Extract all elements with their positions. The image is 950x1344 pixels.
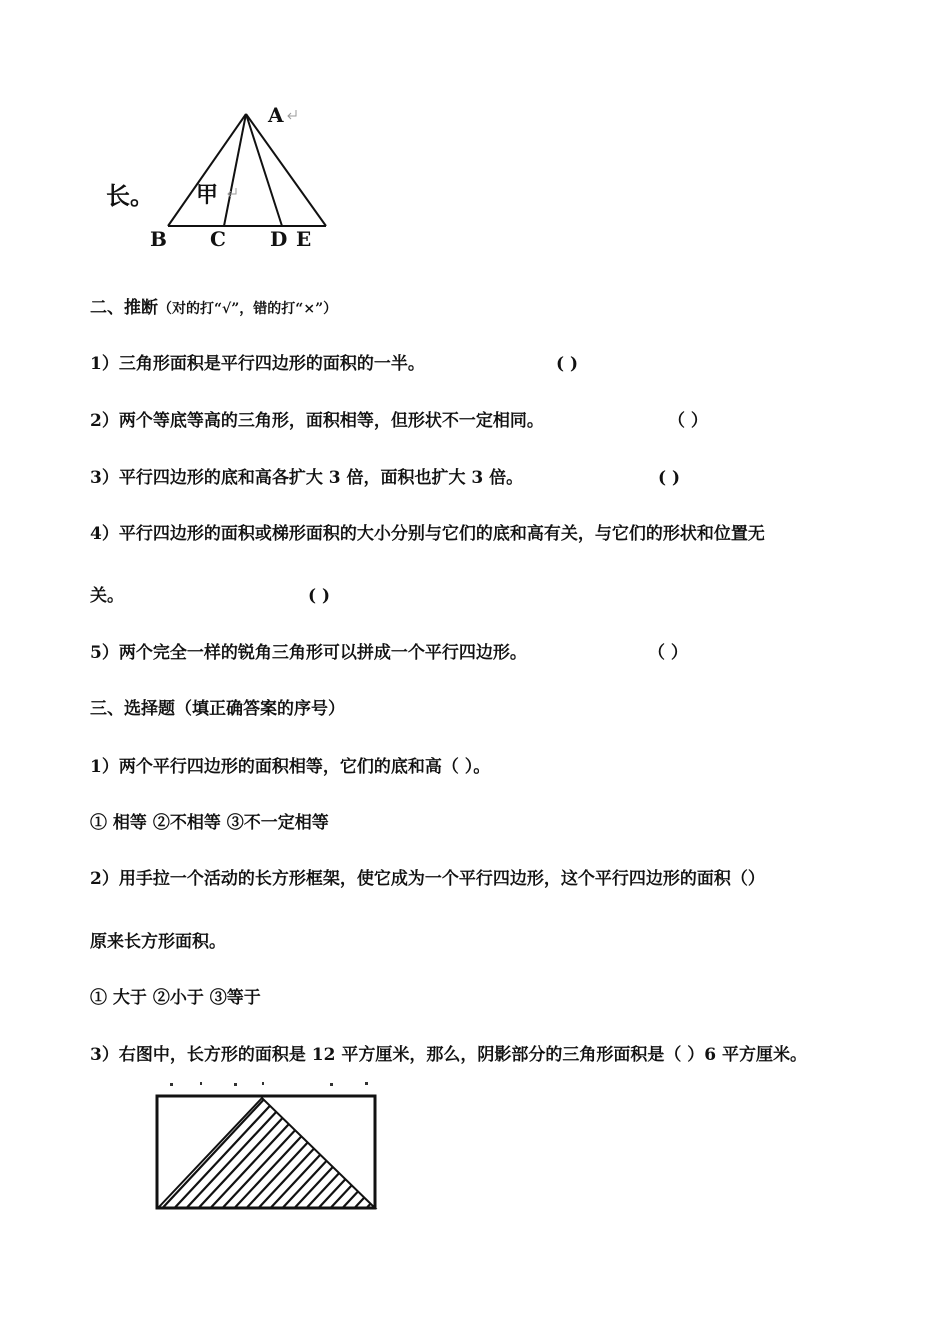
judge-item-2 <box>90 409 708 433</box>
label-b: B <box>150 227 167 251</box>
judge-item-4-continuation <box>90 584 331 608</box>
section3-heading: 三、选择题（填正确答案的序号） <box>90 699 345 719</box>
item-text: 1）三角形面积是平行四边形的面积的一半。 <box>90 354 425 374</box>
heading-text: 二、推断 <box>90 298 158 318</box>
choice-q1: 1）两个平行四边形的面积相等，它们的底和高（ ）。 <box>90 757 491 777</box>
item-text: 2）两个等底等高的三角形，面积相等，但形状不一定相同。 <box>90 411 544 431</box>
choice-q3: 3）右图中，长方形的面积是 12 平方厘米，那么，阴影部分的三角形面积是（ ）6 平方厘米。 <box>90 1045 807 1065</box>
triangle-figure <box>100 100 340 260</box>
top-dots <box>170 1082 368 1086</box>
answer-blank[interactable]: ( ) <box>658 468 681 488</box>
section2-heading <box>90 296 337 321</box>
item-text: 3）平行四边形的底和高各扩大 3 倍，面积也扩大 3 倍。 <box>90 468 524 488</box>
heading-note: （对的打“√”，错的打“×”） <box>158 301 338 317</box>
choice-q1-options: ① 相等 ②不相等 ③不一定相等 <box>90 813 329 833</box>
item-continuation: 关。 <box>90 586 124 606</box>
label-jia: 甲 <box>196 182 219 208</box>
label-d: D <box>270 227 288 251</box>
label-a: A <box>268 103 284 127</box>
text-fragment: 长。 <box>106 181 154 210</box>
answer-blank[interactable]: ( ) <box>556 354 579 374</box>
segment-ad <box>246 114 282 226</box>
side-ae <box>246 114 326 226</box>
choice-q2-options: ① 大于 ②小于 ③等于 <box>90 988 261 1008</box>
item-text: 5）两个完全一样的锐角三角形可以拼成一个平行四边形。 <box>90 643 527 663</box>
label-e: E <box>296 227 312 251</box>
answer-blank[interactable]: （ ） <box>668 411 708 431</box>
judge-item-5 <box>90 641 688 665</box>
judge-item-1 <box>90 352 579 376</box>
judge-item-4 <box>90 522 765 546</box>
judge-item-3 <box>90 466 681 490</box>
item-text: 4）平行四边形的面积或梯形面积的大小分别与它们的底和高有关，与它们的形状和位置无 <box>90 524 765 544</box>
answer-blank[interactable]: ( ) <box>308 586 331 606</box>
label-c: C <box>210 227 226 251</box>
choice-q2: 2）用手拉一个活动的长方形框架，使它成为一个平行四边形，这个平行四边形的面积（） <box>90 869 765 889</box>
return-mark-icon <box>288 110 296 119</box>
answer-blank[interactable]: （ ） <box>648 643 688 663</box>
choice-q2-continuation: 原来长方形面积。 <box>90 932 226 952</box>
shaded-triangle-hatching <box>150 1080 385 1218</box>
rectangle-figure <box>150 1080 385 1218</box>
